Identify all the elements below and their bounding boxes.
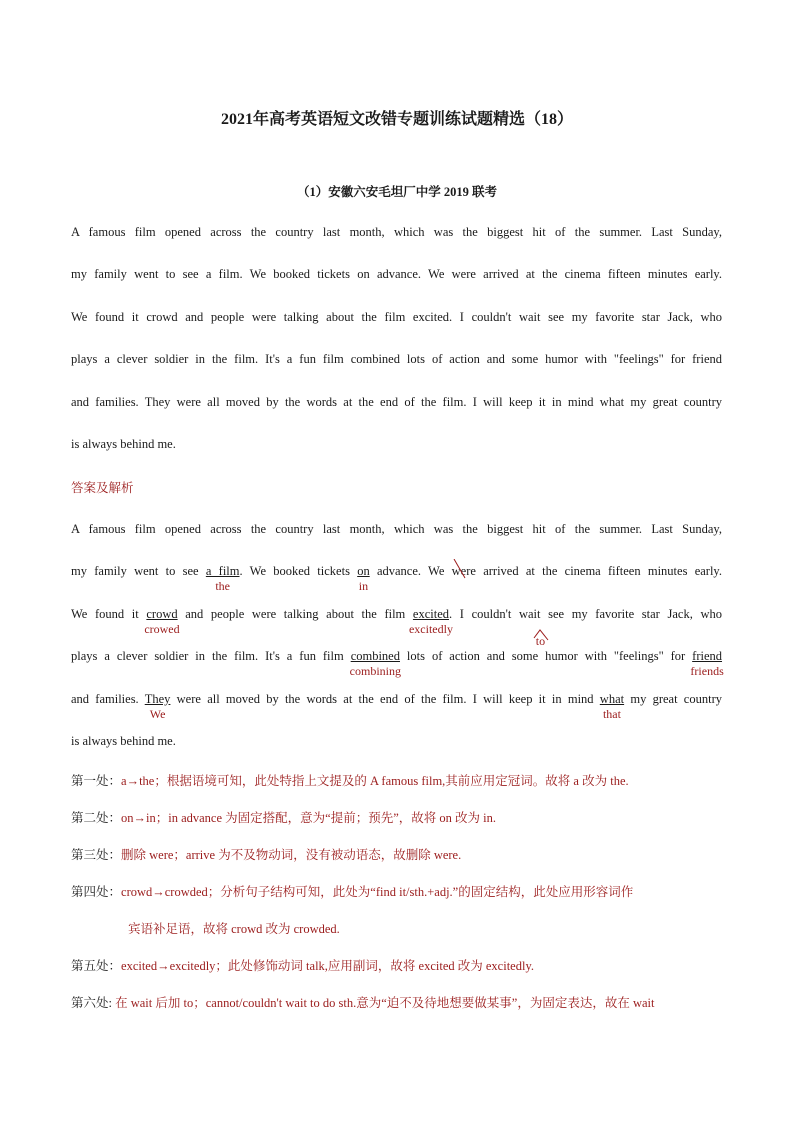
error-mark: what that	[599, 692, 625, 721]
note-item: 第一处：a→the；根据语境可知，此处特指上文提及的 A famous film,其前应用定冠词。故将 a 改为 the.	[71, 774, 629, 788]
correction-text: in	[358, 579, 369, 593]
note-item: 第二处：on→in；in advance 为固定搭配，意为“提前；预先”，故将 on 改为 in.	[71, 811, 496, 825]
corrected-line: We found it crowd crowed and people were talking about the film excited excitedly . I couldn't wait to see my favorite star Jack, who	[71, 607, 722, 648]
error-mark: excited excitedly	[408, 607, 453, 636]
correction-text: crowed	[144, 622, 180, 636]
correction-text: friends	[690, 664, 724, 678]
corrected-line: plays a clever soldier in the film. It's a fun film combined combining lots of action and some humor with "feelings" for friend friends	[71, 649, 724, 678]
error-mark: a film the	[205, 564, 240, 593]
note-item: 第四处：crowd→crowded；分析句子结构可知，此处为“find it/sth.+adj.”的固定结构，此处应用形容词作	[71, 885, 634, 899]
corrected-line: is always behind me.	[71, 734, 176, 748]
passage-line: A famous film opened across the country last month, which was the biggest hit of the summer. Last Sunday,	[71, 225, 722, 239]
section-subtitle: （1）安徽六安毛坦厂中学 2019 联考	[296, 185, 497, 199]
error-mark: They We	[144, 692, 171, 721]
error-mark: combined combining	[349, 649, 401, 678]
passage-line: and families. They were all moved by the words at the end of the film. I will keep it in mind what my great country	[71, 395, 722, 409]
correction-text: excitedly	[408, 622, 453, 636]
note-item-continuation: 宾语补足语，故将 crowd 改为 crowded.	[128, 922, 340, 936]
correction-text: to	[535, 634, 546, 648]
passage-line: my family went to see a film. We booked tickets on advance. We were arrived at the cinema fifteen minutes early.	[71, 267, 722, 281]
document-title: 2021年高考英语短文改错专题训练试题精选（18）	[220, 111, 573, 128]
corrected-line: and families. They We were all moved by the words at the end of the film. I will keep it in mind what that my great country	[71, 692, 722, 721]
error-mark: on in	[357, 564, 370, 593]
correction-text: We	[149, 707, 166, 721]
passage-line: We found it crowd and people were talking about the film excited. I couldn't wait see my favorite star Jack, who	[71, 310, 722, 324]
corrected-line: A famous film opened across the country last month, which was the biggest hit of the summer. Last Sunday,	[71, 522, 722, 536]
note-item: 第六处: 在 wait 后加 to；cannot/couldn't wait to do sth.意为“迫不及待地想要做某事”，为固定表达，故在 wait	[71, 996, 655, 1010]
error-mark: crowd crowed	[144, 607, 180, 636]
error-mark: friend friends	[690, 649, 724, 678]
note-item: 第五处：excited→excitedly；此处修饰动词 talk,应用副词，故将 excited 改为 excitedly.	[71, 959, 535, 973]
note-item: 第三处：删除 were；arrive 为不及物动词，没有被动语态，故删除 were.	[71, 848, 462, 862]
passage-line: is always behind me.	[71, 437, 176, 451]
correction-text: that	[602, 707, 621, 721]
passage-line: plays a clever soldier in the film. It's a fun film combined lots of action and some humor with "feelings" for friend	[71, 352, 722, 366]
correction-text: the	[215, 579, 231, 593]
deletion-mark: were	[452, 561, 476, 581]
correction-text: combining	[349, 664, 401, 678]
corrected-line: my family went to see a film the . We booked tickets on in advance. We were arrived at the cinema fifteen minutes early.	[71, 561, 722, 581]
answer-heading: 答案及解析	[71, 481, 134, 495]
